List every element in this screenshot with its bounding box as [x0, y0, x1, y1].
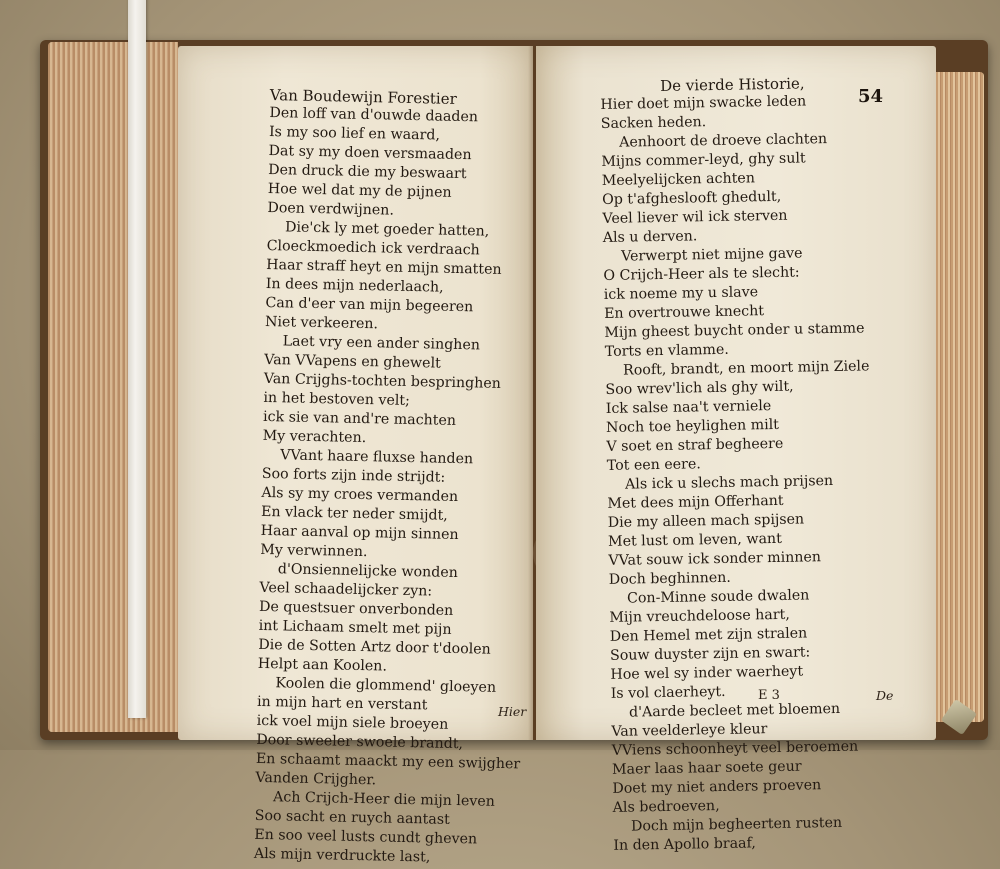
verse-line: Als sy my croes vermanden [261, 484, 459, 506]
verse-line: d'Onsiennelijcke wonden [277, 561, 459, 582]
verse-line: Niet verkeeren. [264, 313, 379, 333]
left-verse-lines [254, 104, 540, 869]
verse-line: En overtrouwe knecht [603, 303, 765, 322]
verse-line: Mijns commer-leyd, ghy sult [601, 150, 806, 170]
verse-line: Van Crijghs-tochten bespringhen [263, 370, 502, 392]
verse-line: Rooft, brandt, en moort mijn Ziele [622, 358, 870, 379]
verse-line: Van VVapens en ghewelt [264, 351, 441, 372]
verse-line: Van veelderleye kleur [611, 721, 768, 740]
verse-line: Doet my niet anders proeven [612, 777, 822, 797]
page-number: 54 [858, 86, 884, 107]
verse-line: Souw duyster zijn en swart: [609, 644, 811, 664]
verse-line: Den Hemel met zijn stralen [609, 625, 808, 645]
verse-line: Doch beghinnen. [608, 569, 731, 588]
verse-line: Ick salse naa't verniele [605, 398, 772, 417]
verse-line: Can d'eer van mijn begeeren [265, 294, 474, 316]
verse-line: Is my soo lief en waard, [268, 123, 441, 144]
verse-line: Die my alleen mach spijsen [607, 511, 805, 531]
verse-line: Aenhoort de droeve clachten [618, 131, 828, 151]
left-page [178, 46, 533, 866]
verse-line: Soo forts zijn inde strijdt: [261, 465, 446, 486]
verse-line: Als u derven. [602, 228, 698, 246]
verse-line: ick sie van and're machten [262, 408, 457, 429]
right-catchword: De [876, 688, 894, 703]
verse-line: Vanden Crijgher. [255, 769, 377, 789]
verse-line: Sacken heden. [600, 114, 707, 132]
verse-line: Helpt aan Koolen. [257, 655, 388, 675]
verse-line: Als bedroeven, [612, 798, 720, 816]
verse-line: V soet en straf begheere [606, 435, 784, 455]
verse-line: Hoe wel dat my de pijnen [267, 180, 452, 201]
verse-line: VVat souw ick sonder minnen [608, 549, 822, 569]
right-verse-lines [600, 90, 933, 855]
verse-line: In dees mijn nederlaach, [265, 275, 444, 296]
right-page-edges [936, 72, 984, 722]
left-catchword: Hier [498, 704, 527, 719]
right-page-text [600, 72, 934, 855]
verse-line: Haar aanval op mijn sinnen [260, 522, 459, 544]
verse-line: Torts en vlamme. [604, 341, 729, 360]
verse-line: Doen verdwijnen. [267, 199, 395, 219]
verse-line: Meelyelijcken achten [601, 170, 756, 189]
verse-line: Op t'afgheslooft ghedult, [601, 188, 782, 208]
verse-line: Door sweeler swoele brandt, [256, 731, 464, 753]
verse-line: Dat sy my doen versmaaden [268, 142, 472, 164]
verse-line: Die'ck ly met goeder hatten, [284, 219, 490, 240]
verse-line: Doch mijn begheerten rusten [630, 814, 843, 835]
verse-line: Hier doet mijn swacke leden [600, 93, 807, 113]
verse-line: in het bestoven velt; [263, 389, 411, 409]
verse-line: ick voel mijn siele broeyen [256, 712, 449, 733]
verse-line: Met lust om leven, want [607, 530, 782, 550]
bookmark-ribbon[interactable] [128, 0, 146, 718]
verse-line: ick noeme my u slave [603, 284, 759, 303]
verse-line: O Crijch-Heer als te slecht: [603, 264, 800, 284]
verse-line: Tot een eere. [606, 456, 701, 474]
verse-line: Mijn gheest buycht onder u stamme [604, 320, 865, 341]
verse-line: Met dees mijn Offerhant [607, 492, 784, 512]
verse-line: d'Aarde becleet met bloemen [628, 700, 841, 721]
verse-line: VVant haare fluxse handen [280, 447, 474, 468]
verse-line: Mijn vreuchdeloose hart, [609, 606, 790, 626]
verse-line: Den loff van d'ouwde daaden [269, 104, 479, 126]
left-running-head: Van Boudewijn Forestier [269, 86, 457, 108]
left-page-edges [48, 42, 178, 732]
verse-line: VViens schoonheyt veel beroemen [611, 738, 859, 759]
verse-line: Die de Sotten Artz door t'doolen [258, 636, 491, 658]
verse-line: Als ick u slechs mach prijsen [624, 472, 834, 493]
verse-line: Soo sacht en ruych aantast [254, 807, 450, 828]
verse-line: Maer laas haar soete geur [611, 758, 802, 778]
verse-line: Soo wrev'lich als ghy wilt, [605, 378, 794, 398]
verse-line: Haar straff heyt en mijn smatten [266, 256, 502, 278]
verse-line: My verwinnen. [260, 541, 368, 561]
verse-line: Als mijn verdruckte last, [253, 845, 431, 866]
verse-line: in mijn hart en verstant [256, 693, 428, 714]
signature-mark: E 3 [758, 688, 780, 703]
verse-line: En vlack ter neder smijdt, [260, 503, 448, 524]
verse-line: Laet vry een ander singhen [282, 333, 481, 354]
open-book [40, 32, 990, 866]
verse-line: Hoe wel sy inder waerheyt [610, 663, 804, 683]
verse-line: Cloeckmoedich ick verdraach [266, 237, 480, 259]
verse-line: Veel schaadelijcker zyn: [259, 579, 433, 600]
verse-line: En soo veel lusts cundt gheven [254, 826, 478, 848]
verse-line: int Lichaam smelt met pijn [258, 617, 452, 638]
left-page-text [254, 86, 540, 869]
verse-line: Con-Minne soude dwalen [626, 587, 810, 607]
verse-line: Noch toe heylighen milt [605, 416, 780, 436]
verse-line: My verachten. [262, 427, 367, 447]
right-page [536, 46, 936, 854]
verse-line: Ach Crijch-Heer die mijn leven [272, 789, 496, 810]
verse-line: In den Apollo braaf, [613, 835, 756, 854]
verse-line: Is vol claerheyt. [610, 683, 726, 702]
verse-line: Veel liever wil ick sterven [602, 207, 788, 227]
verse-line: Koolen die glommend' gloeyen [275, 675, 497, 696]
right-running-head: De vierde Historie, [659, 74, 805, 95]
verse-line: De questsuer onverbonden [258, 598, 454, 619]
verse-line: Den druck die my beswaart [268, 161, 467, 183]
verse-line: En schaamt maackt my een swijgher [255, 750, 521, 773]
verse-line: Verwerpt niet mijne gave [620, 245, 803, 265]
